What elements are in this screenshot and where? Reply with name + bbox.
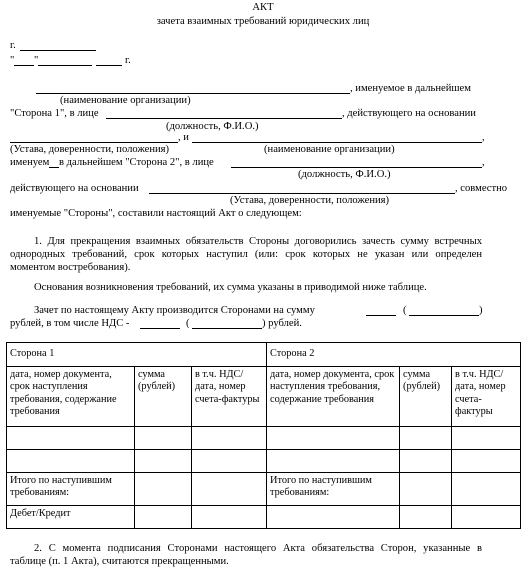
para1-line1: 1. Для прекращения взаимных обязательств Стороны договорились зачесть сумму встречных	[34, 236, 482, 247]
vat-words-blank	[192, 328, 262, 329]
grounds-text: Основания возникновения требований, их сумма указаны в приводимой ниже таблице.	[34, 282, 427, 293]
offset-sum-blank	[366, 315, 396, 316]
org1-blank	[36, 93, 350, 94]
together-text: именуемые "Стороны", составили настоящий Акт о следующем:	[10, 208, 302, 219]
debit-credit-vat-2[interactable]	[452, 506, 521, 529]
table-cell[interactable]	[452, 427, 521, 450]
party2-person-blank	[231, 167, 482, 168]
debit-credit-sum-2[interactable]	[400, 506, 452, 529]
offset-sum-words-blank	[409, 315, 479, 316]
debit-credit-label: Дебет/Кредит	[7, 506, 135, 529]
table-cell[interactable]	[400, 450, 452, 473]
named-text: , именуемое в дальнейшем	[350, 83, 471, 94]
claims-table	[6, 342, 521, 529]
total-label-1: Итого по наступившим требованиям:	[7, 473, 135, 506]
named-2-ending-blank	[49, 167, 59, 168]
para1-line2: однородных требований, срок которых наступил (или: срок которых не указан или определен	[10, 249, 482, 260]
and-label: , и	[178, 132, 189, 143]
org-caption-2: (наименование организации)	[264, 144, 395, 155]
city-blank	[20, 50, 96, 51]
named-2-rest: в дальнейшем "Сторона 2", в лице	[59, 157, 214, 168]
table-cell[interactable]	[452, 450, 521, 473]
party1-label: "Сторона 1", в лице	[10, 108, 99, 119]
offset-paren-open: (	[403, 305, 407, 316]
basis-caption-2: (Устава, доверенности, положения)	[230, 195, 390, 206]
org2-blank	[192, 142, 482, 143]
date-month-blank	[38, 65, 92, 66]
jointly-label: , совместно	[455, 183, 508, 194]
comma-2: ,	[482, 157, 485, 168]
vat-paren-open: (	[186, 318, 190, 329]
col-sum-header-2: сумма (рублей)	[400, 367, 452, 427]
debit-credit-sum-1[interactable]	[135, 506, 192, 529]
offset-line2: рублей, в том числе НДС -	[10, 318, 130, 329]
table-cell[interactable]	[135, 427, 192, 450]
fio-caption-1: (должность, Ф.И.О.)	[166, 121, 259, 132]
comma-1: ,	[482, 132, 485, 143]
total-label-2: Итого по наступившим требованиям:	[267, 473, 400, 506]
named-2: именуем	[10, 157, 50, 168]
para1-line3: моментом востребования).	[10, 262, 131, 273]
total-sum-1[interactable]	[135, 473, 192, 506]
date-day-blank	[14, 65, 34, 66]
table-cell[interactable]	[7, 427, 135, 450]
fio-caption-2: (должность, Ф.И.О.)	[298, 169, 391, 180]
total-sum-2[interactable]	[400, 473, 452, 506]
acting-basis-2: действующего на основании	[10, 183, 139, 194]
col-vat-header-1: в т.ч. НДС/дата, номер счета-фактуры	[192, 367, 267, 427]
para2-line2: таблице (п. 1 Акта), считаются прекращенными.	[10, 556, 229, 567]
acting-basis-1: , действующего на основании	[342, 108, 476, 119]
org-caption-1: (наименование организации)	[60, 95, 191, 106]
table-cell[interactable]	[267, 450, 400, 473]
vat-rubles: ) рублей.	[262, 318, 302, 329]
basis1-blank	[10, 142, 178, 143]
vat-sum-blank	[140, 328, 180, 329]
table-row	[7, 450, 521, 473]
basis-caption-1: (Устава, доверенности, положения)	[10, 144, 170, 155]
total-vat-2[interactable]	[452, 473, 521, 506]
table-cell[interactable]	[400, 427, 452, 450]
total-vat-1[interactable]	[192, 473, 267, 506]
debit-credit-vat-1[interactable]	[192, 506, 267, 529]
offset-paren-close: )	[479, 305, 483, 316]
date-quote-close: "	[34, 55, 39, 66]
document-subtitle: зачета взаимных требований юридических лиц	[156, 16, 370, 27]
table-cell[interactable]	[135, 450, 192, 473]
date-year-blank	[96, 65, 122, 66]
date-quote-open: "	[10, 55, 15, 66]
col-vat-header-2: в т.ч. НДС/дата, номер счета-фактуры	[452, 367, 521, 427]
col-doc-header-2: дата, номер документа, срок наступления требования, содержание требования	[267, 367, 400, 427]
table-cell[interactable]	[7, 450, 135, 473]
table-cell[interactable]	[192, 427, 267, 450]
basis2-blank	[149, 193, 455, 194]
debit-credit-2[interactable]	[267, 506, 400, 529]
offset-line1: Зачет по настоящему Акту производится Сторонами на сумму	[34, 305, 315, 316]
table-cell[interactable]	[267, 427, 400, 450]
table-row	[7, 427, 521, 450]
party2-header: Сторона 2	[267, 343, 521, 367]
col-sum-header-1: сумма (рублей)	[135, 367, 192, 427]
col-doc-header-1: дата, номер документа, срок наступления требования, содержание требования	[7, 367, 135, 427]
party1-person-blank	[106, 118, 342, 119]
city-label: г.	[10, 40, 16, 51]
document-title: АКТ	[252, 2, 274, 13]
party1-header: Сторона 1	[7, 343, 267, 367]
para2-line1: 2. С момента подписания Сторонами настоящего Акта обязательства Сторон, указанные в	[34, 543, 482, 554]
year-label: г.	[125, 55, 131, 66]
table-cell[interactable]	[192, 450, 267, 473]
